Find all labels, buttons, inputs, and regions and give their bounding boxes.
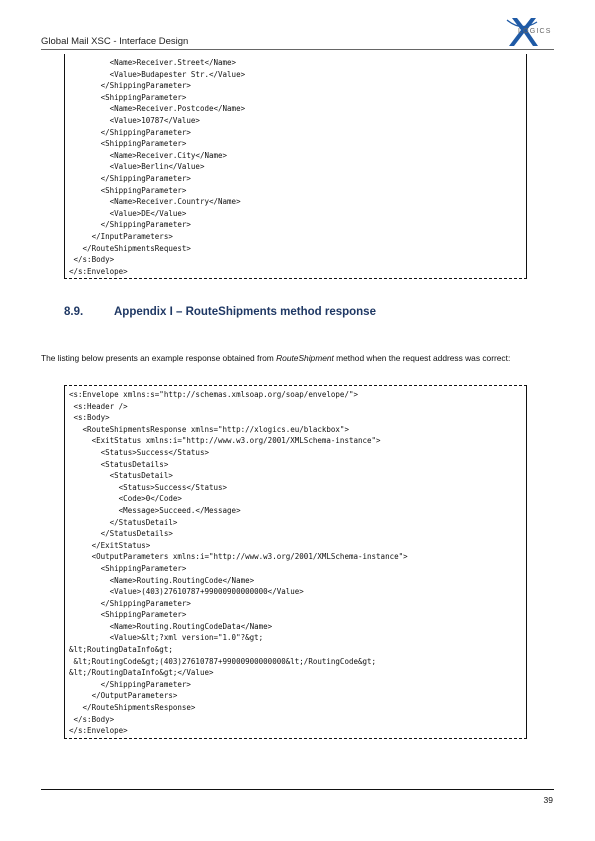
code-line: &lt;RoutingCode&gt;(403)27610787+99000900000000&lt;/RoutingCode&gt; [69,656,377,666]
code-line: </ShippingParameter> [69,127,191,137]
code-line: <Name>Receiver.Country</Name> [69,197,241,207]
footer-divider [41,789,554,790]
code-line: <Status>Success</Status> [69,447,209,457]
code-line: <Name>Receiver.Postcode</Name> [69,104,246,114]
code-line: <ExitStatus xmlns:i="http://www.w3.org/2001/XMLSchema-instance"> [69,436,381,446]
code-line: </ShippingParameter> [69,81,191,91]
code-line: </s:Body> [69,714,115,724]
section-title: Appendix I – RouteShipments method response [114,306,376,318]
code-line: <s:Envelope xmlns:s="http://schemas.xmlsoap.org/soap/envelope/"> [69,390,358,399]
code-line: </InputParameters> [69,231,173,241]
section-number: 8.9. [64,306,84,318]
code-line: <Code>0</Code> [69,494,182,504]
code-line: <Value>Budapester Str.</Value> [69,69,246,79]
code-line: <Name>Routing.RoutingCode</Name> [69,575,255,585]
code-line: <Name>Routing.RoutingCodeData</Name> [69,621,273,631]
code-listing-response [64,385,527,739]
code-line: <Name>Receiver.Street</Name> [69,58,237,67]
header-divider [41,49,554,50]
code-line: <ShippingParameter> [69,185,187,195]
code-line: <ShippingParameter> [69,139,187,149]
code-line: <Value>(403)27610787+99000900000000</Value> [69,587,304,597]
code-line: <StatusDetail> [69,471,173,481]
code-line: </ShippingParameter> [69,220,191,230]
intro-method-name: RouteShipment [276,353,334,363]
code-line: <ShippingParameter> [69,563,187,573]
code-line: <Name>Receiver.City</Name> [69,150,228,160]
code-line: &lt;RoutingDataInfo&gt; [69,645,173,655]
code-line: </StatusDetail> [69,517,178,527]
code-line: <ShippingParameter> [69,92,187,102]
code-line: </s:Envelope> [69,726,128,736]
code-line: </RouteShipmentsResponse> [69,703,196,713]
code-line: </ExitStatus> [69,540,151,550]
code-line: <ShippingParameter> [69,610,187,620]
code-line: <s:Header /> [69,401,128,411]
page-number: 39 [543,795,553,805]
code-line: <Value>&lt;?xml version="1.0"?&gt; [69,633,264,643]
code-line: </ShippingParameter> [69,679,191,689]
code-line: </s:Body> [69,255,115,265]
intro-paragraph [41,353,553,365]
code-line: <Status>Success</Status> [69,482,228,492]
code-line: <Value>DE</Value> [69,208,187,218]
code-line: <Value>Berlin</Value> [69,162,205,172]
intro-text-before: The listing below presents an example response obtained from [41,353,277,363]
code-listing-request-end [64,54,527,279]
code-line: <StatusDetails> [69,459,169,469]
code-line: </s:Envelope> [69,266,128,276]
logo-text: LOGICS [518,28,552,35]
code-line: </RouteShipmentsRequest> [69,243,191,253]
code-line: <s:Body> [69,413,110,423]
code-line: </StatusDetails> [69,529,173,539]
document-title: Global Mail XSC - Interface Design [41,36,189,47]
code-line: <Value>10787</Value> [69,115,200,125]
code-line: <OutputParameters xmlns:i="http://www.w3.org/2001/XMLSchema-instance"> [69,552,408,562]
code-line: </ShippingParameter> [69,598,191,608]
code-line: <Message>Succeed.</Message> [69,505,241,515]
intro-text-after: method when the request address was correct: [333,353,511,363]
code-line: </ShippingParameter> [69,173,191,183]
code-line: </OutputParameters> [69,691,178,701]
section-heading [64,306,376,318]
code-line: <RouteShipmentsResponse xmlns="http://xlogics.eu/blackbox"> [69,424,349,434]
code-line: &lt;/RoutingDataInfo&gt;</Value> [69,668,214,678]
